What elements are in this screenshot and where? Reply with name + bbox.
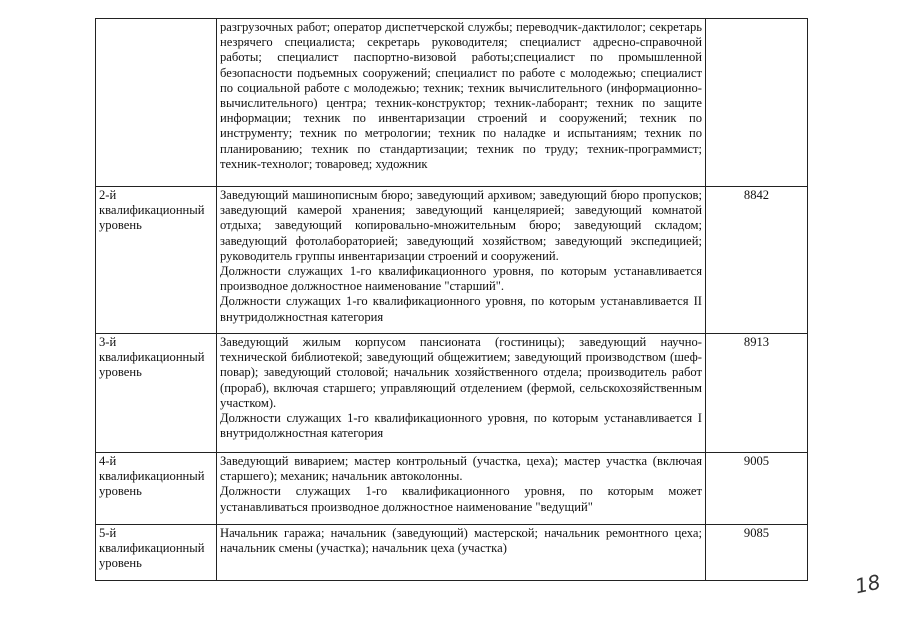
table-row: [96, 187, 808, 334]
table-row: [96, 453, 808, 525]
positions-cell: [217, 453, 706, 525]
level-cell: [96, 19, 217, 187]
positions-paragraph: Должности служащих 1-го квалификационного уровня, по которым устанавливается II внутридолжностная категория: [220, 294, 702, 324]
positions-cell: [217, 525, 706, 581]
positions-cell: [217, 187, 706, 334]
table-row: [96, 19, 808, 187]
level-cell: 4-й квалификационный уровень: [96, 453, 217, 525]
positions-paragraph: Должности служащих 1-го квалификационного уровня, по которым устанавливается производное должностное наименование "старший".: [220, 264, 702, 294]
positions-paragraph: Заведующий жилым корпусом пансионата (гостиницы); заведующий научно-технической библиотекой; заведующий общежитием; заведующий производством (шеф-повар); заведующий столовой; начальник хозяйственного отдела; производитель работ (прораб), включая старшего; управляющий отделением (фермой, сельскохозяйственным участком).: [220, 335, 702, 410]
qualification-table: [95, 18, 808, 581]
level-cell: 3-й квалификационный уровень: [96, 334, 217, 453]
positions-paragraph: Должности служащих 1-го квалификационного уровня, по которым может устанавливаться производное должностное наименование "ведущий": [220, 484, 702, 514]
value-cell: 8913: [706, 334, 808, 453]
positions-cell: [217, 334, 706, 453]
value-cell: 9085: [706, 525, 808, 581]
positions-cell: [217, 19, 706, 187]
value-cell: 9005: [706, 453, 808, 525]
positions-paragraph: разгрузочных работ; оператор диспетчерской службы; переводчик-дактилолог; секретарь незрячего специалиста; секретарь руководителя; специалист адресно-справочной работы; специалист паспортно-визовой работы;специалист по промышленной безопасности подъемных сооружений; специалист по работе с молодежью; специалист по социальной работе с молодежью; техник; техник вычислительного (информационно-вычислительного) центра; техник-конструктор; техник-лаборант; техник по защите информации; техник по инвентаризации строений и сооружений; техник по инструменту; техник по метрологии; техник по наладке и испытаниям; техник по планированию; техник по стандартизации; техник по труду; техник-программист; техник-технолог; товаровед; художник: [220, 20, 702, 171]
page-number: 18: [852, 569, 883, 599]
positions-paragraph: Заведующий машинописным бюро; заведующий архивом; заведующий бюро пропусков; заведующий камерой хранения; заведующий канцелярией; заведующий комнатой отдыха; заведующий копировально-множительным бюро; заведующий складом; заведующий фотолабораторией; заведующий хозяйством; заведующий экспедицией; руководитель группы инвентаризации строений и сооружений.: [220, 188, 702, 263]
positions-paragraph: Должности служащих 1-го квалификационного уровня, по которым устанавливается I внутридолжностная категория: [220, 411, 702, 441]
level-cell: 5-й квалификационный уровень: [96, 525, 217, 581]
value-cell: 8842: [706, 187, 808, 334]
level-cell: 2-й квалификационный уровень: [96, 187, 217, 334]
table-row: [96, 525, 808, 581]
positions-paragraph: Начальник гаража; начальник (заведующий) мастерской; начальник ремонтного цеха; начальник смены (участка); начальник цеха (участка): [220, 526, 702, 556]
positions-paragraph: Заведующий виварием; мастер контрольный (участка, цеха); мастер участка (включая старшего); механик; начальник автоколонны.: [220, 454, 702, 484]
table-row: [96, 334, 808, 453]
value-cell: [706, 19, 808, 187]
